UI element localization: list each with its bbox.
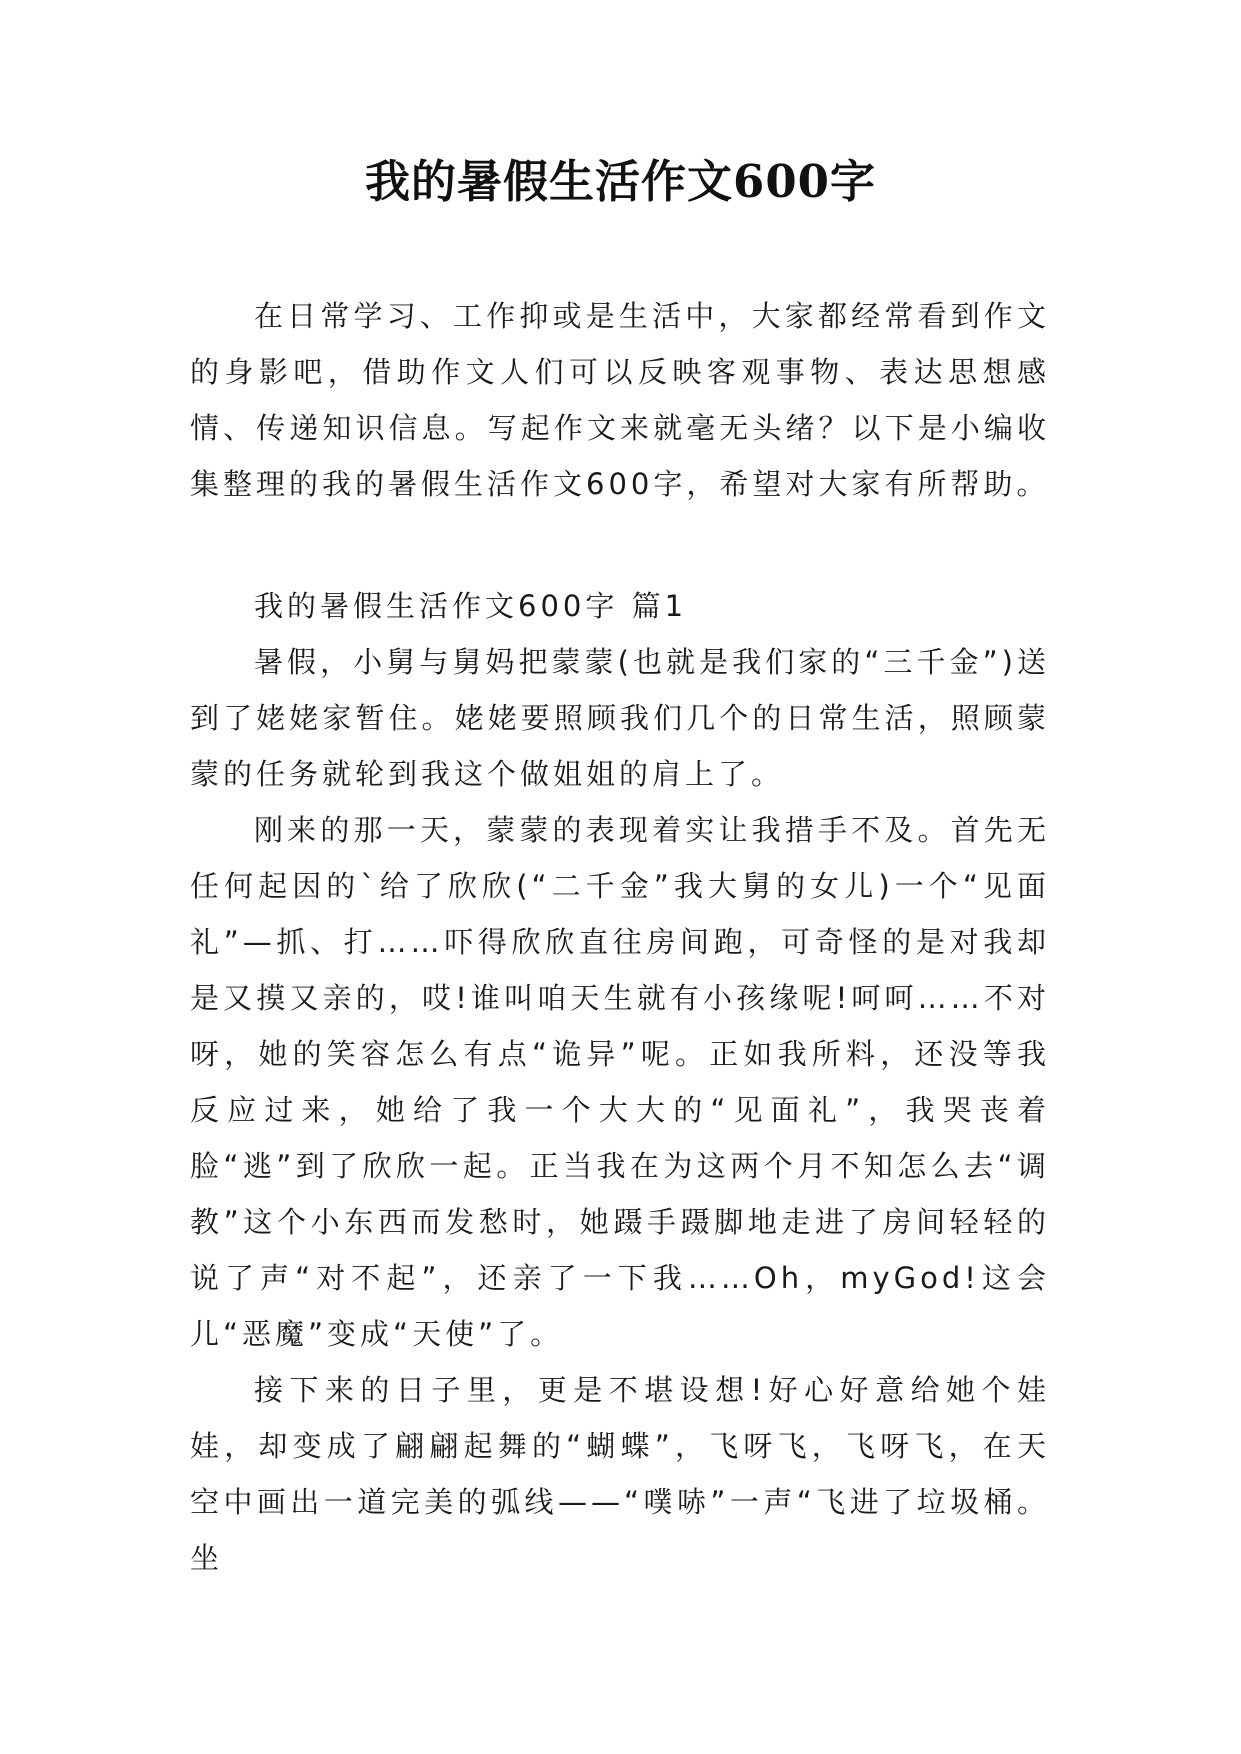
essay-paragraph-3: 接下来的日子里，更是不堪设想!好心好意给她个娃娃，却变成了翩翩起舞的“蝴蝶”，飞呀飞，飞呀飞，在天空中画出一道完美的弧线——“噗哧”一声“飞进了垃圾桶。坐 — [190, 1373, 1050, 1575]
section-heading: 我的暑假生活作文600字 篇1 — [254, 589, 688, 623]
intro-paragraph: 在日常学习、工作抑或是生活中，大家都经常看到作文的身影吧，借助作文人们可以反映客观事物、表达思想感情、传递知识信息。写起作文来就毫无头绪？以下是小编收集整理的我的暑假生活作文600字，希望对大家有所帮助。 — [190, 299, 1050, 501]
essay-paragraph-2: 刚来的那一天，蒙蒙的表现着实让我措手不及。首先无任何起因的`给了欣欣(“二千金”我大舅的女儿)一个“见面礼”—抓、打……吓得欣欣直往房间跑，可奇怪的是对我却是又摸又亲的，哎!谁叫咱天生就有小孩缘呢!呵呵……不对呀，她的笑容怎么有点“诡异”呢。正如我所料，还没等我反应过来，她给了我一个大大的“见面礼”，我哭丧着脸“逃”到了欣欣一起。正当我在为这两个月不知怎么去“调教”这个小东西而发愁时，她蹑手蹑脚地走进了房间轻轻的说了声“对不起”，还亲了一下我……Oh，myGod!这会儿“恶魔”变成“天使”了。 — [190, 813, 1050, 1351]
essay-paragraph-1: 暑假，小舅与舅妈把蒙蒙(也就是我们家的“三千金”)送到了姥姥家暂住。姥姥要照顾我们几个的日常生活，照顾蒙蒙的任务就轮到我这个做姐姐的肩上了。 — [190, 645, 1050, 791]
intro-section — [190, 288, 1050, 512]
document-title: 我的暑假生活作文600字 — [365, 155, 876, 208]
essay-body — [190, 634, 1050, 1586]
